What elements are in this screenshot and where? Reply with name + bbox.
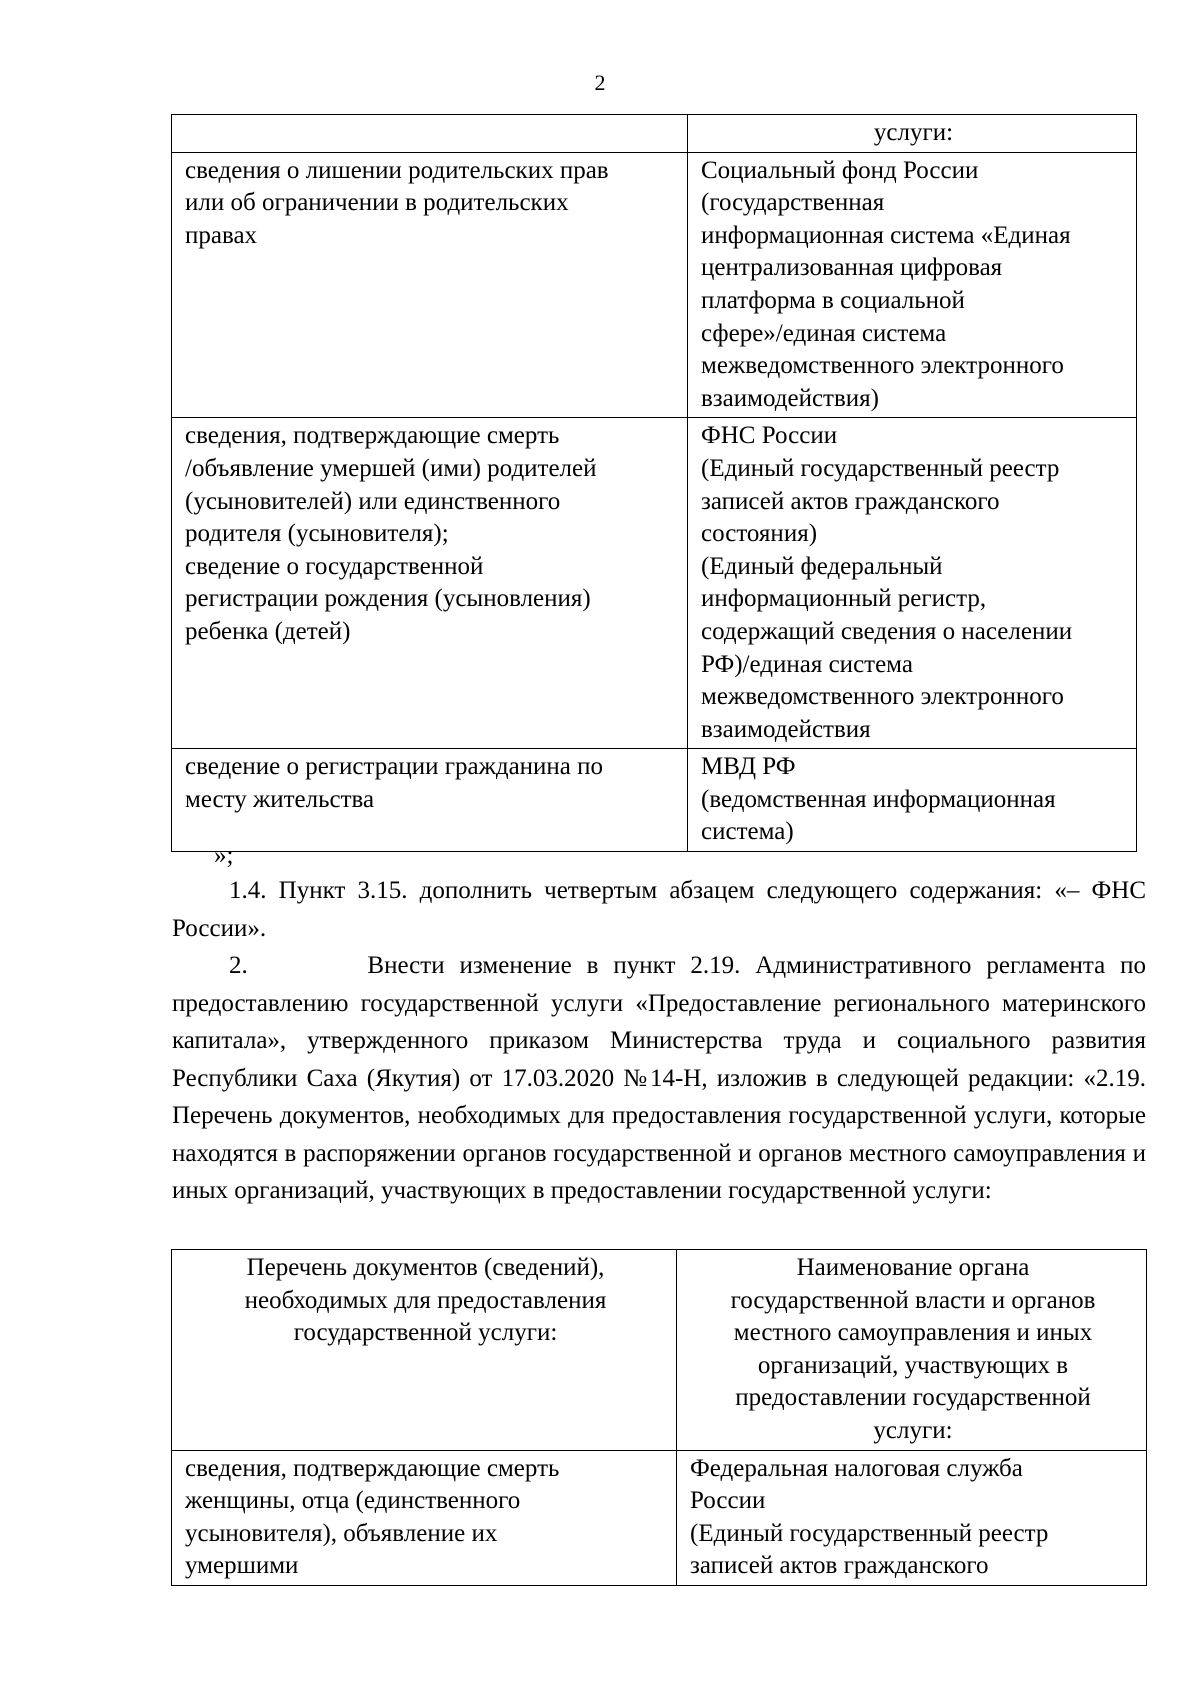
table1-body <box>172 115 1137 852</box>
document-cell-line: умершими <box>185 1552 299 1580</box>
document-cell-line: усыновителя), объявление их <box>185 1519 498 1547</box>
document-cell-line: регистрации рождения (усыновления) <box>185 585 591 613</box>
documents-table-new <box>171 1249 1147 1586</box>
authority-cell <box>688 418 1137 749</box>
authority-cell-line: России <box>690 1487 766 1515</box>
authority-cell-line: Федеральная налоговая служба <box>690 1454 1023 1482</box>
authority-cell-line: (Единый государственный реестр <box>701 454 1060 482</box>
document-cell-line: сведения о лишении родительских прав <box>185 156 609 184</box>
authority-cell-line: (государственная <box>701 189 885 217</box>
header-cell-authority-line: услуги: <box>873 1416 953 1444</box>
header-cell-authority-line: местного самоуправления и иных <box>733 1319 1093 1347</box>
document-cell-line: (усыновителей) или единственного <box>185 487 561 515</box>
document-cell-line: /объявление умершей (ими) родителей <box>185 454 597 482</box>
header-cell-authority <box>677 1250 1147 1451</box>
header-cell-authority-line: Наименование органа <box>796 1254 1030 1281</box>
authority-cell <box>688 152 1137 418</box>
authority-cell-line: услуги: <box>873 119 954 146</box>
document-cell-line: сведение о регистрации гражданина по <box>185 753 604 781</box>
header-cell-documents <box>172 1250 677 1451</box>
table-row <box>172 418 1137 749</box>
header-cell-documents-line: государственной услуги: <box>293 1319 558 1347</box>
header-cell-authority-line: государственной власти и органов <box>730 1286 1096 1314</box>
document-cell-line: сведения, подтверждающие смерть <box>185 1454 560 1482</box>
authority-cell-line: платформа в социальной <box>701 286 965 314</box>
header-cell-authority-line: предоставлении государственной <box>735 1384 1091 1412</box>
table-row <box>172 1450 1147 1585</box>
document-cell-line: сведение о государственной <box>185 552 484 580</box>
table-header-row <box>172 1250 1147 1451</box>
document-cell-line: правах <box>185 221 258 249</box>
authority-cell-line: записей актов гражданского <box>690 1552 989 1580</box>
document-cell <box>172 418 688 749</box>
authority-cell-line: межведомственного электронного <box>701 683 1064 711</box>
authority-cell-line: (Единый государственный реестр <box>690 1519 1049 1547</box>
table2-body <box>172 1250 1147 1586</box>
authority-cell-line: (Единый федеральный <box>701 552 943 580</box>
authority-cell-line: содержащий сведения о населении <box>701 617 1073 645</box>
document-cell-line: ребенка (детей) <box>185 617 351 645</box>
document-cell <box>172 1450 677 1585</box>
document-cell <box>172 152 688 418</box>
closing-quote: »; <box>214 842 234 869</box>
document-cell-line: сведения, подтверждающие смерть <box>185 422 560 450</box>
document-cell-line: родителя (усыновителя); <box>185 520 449 548</box>
authority-cell-line: ФНС России <box>701 422 838 450</box>
authority-cell-line: состояния) <box>701 520 818 548</box>
document-cell <box>172 115 688 153</box>
authority-cell-line: записей актов гражданского <box>701 487 1000 515</box>
header-cell-authority-line: организаций, участвующих в <box>757 1351 1069 1379</box>
authority-cell-line: Социальный фонд России <box>701 156 979 184</box>
authority-cell <box>677 1450 1147 1585</box>
page-number: 2 <box>594 70 606 95</box>
authority-cell-line: МВД РФ <box>701 753 796 781</box>
authority-cell-line: РФ)/единая система <box>701 650 913 678</box>
authority-cell <box>688 115 1137 153</box>
authority-cell-line: информационный регистр, <box>701 585 987 613</box>
authority-cell-line: взаимодействия <box>701 715 871 743</box>
authority-cell-line: межведомственного электронного <box>701 352 1064 380</box>
document-cell <box>172 749 688 852</box>
authority-cell <box>688 749 1137 852</box>
authority-cell-line: централизованная цифровая <box>701 254 1003 282</box>
header-cell-documents-line: Перечень документов (сведений), <box>246 1254 605 1281</box>
documents-table-continued <box>171 114 1137 852</box>
authority-cell-line: взаимодействия) <box>701 384 879 412</box>
document-cell-line: женщины, отца (единственного <box>185 1487 521 1515</box>
document-cell-line: месту жительства <box>185 785 375 813</box>
header-cell-documents-line: необходимых для предоставления <box>244 1286 607 1314</box>
authority-cell-line: (ведомственная информационная <box>701 785 1056 813</box>
table-row <box>172 115 1137 153</box>
paragraph-item-1-4: 1.4. Пункт 3.15. дополнить четвертым абзацем следующего содержания: «– ФНС России». <box>172 877 1146 942</box>
authority-cell-line: информационная система «Единая <box>701 221 1071 249</box>
table-row <box>172 152 1137 418</box>
document-cell-line: или об ограничении в родительских <box>185 189 569 217</box>
authority-cell-line: система) <box>701 818 794 846</box>
authority-cell-line: сфере»/единая система <box>701 319 947 347</box>
table-row <box>172 749 1137 852</box>
paragraph-item-2: 2. Внести изменение в пункт 2.19. Административного регламента по предоставлению государственной услуги «Предоставление регионального материнского капитала», утвержденного приказом Министерства труда и социального развития Республики Саха (Якутия) от 17.03.2020 №14-Н, изложив в следующей редакции: «2.19. Перечень документов, необходимых для предоставления государственной услуги, которые находятся в распоряжении органов государственной и органов местного самоуправления и иных организаций, участвующих в предоставлении государственной услуги: <box>172 952 1146 1204</box>
